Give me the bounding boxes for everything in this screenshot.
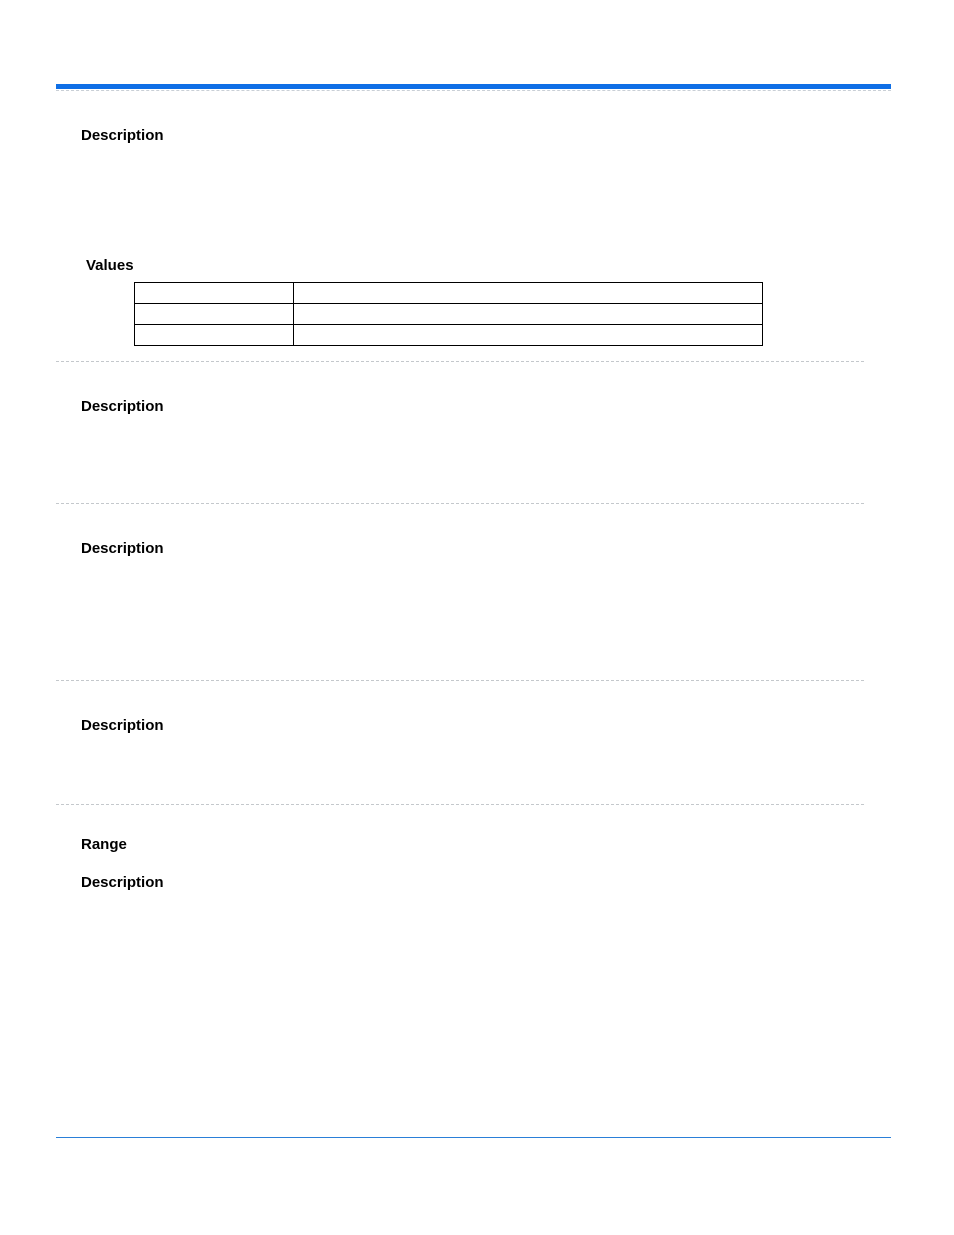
section-4-description-heading: Description [81,717,164,734]
section-divider [56,503,864,504]
values-heading: Values [86,257,134,274]
value-description-cell [294,304,763,325]
section-divider [56,361,864,362]
value-name-cell [135,283,294,304]
section-3-description-heading: Description [81,540,164,557]
header-accent-bar [56,84,891,89]
values-table [134,282,763,346]
section-divider [56,680,864,681]
section-2-description-heading: Description [81,398,164,415]
table-row [135,283,763,304]
value-name-cell [135,304,294,325]
value-description-cell [294,325,763,346]
table-row [135,304,763,325]
table-row [135,325,763,346]
section-divider [56,804,864,805]
value-description-cell [294,283,763,304]
section-1-description-heading: Description [81,127,164,144]
value-name-cell [135,325,294,346]
header-dashed-rule [56,90,891,91]
range-heading: Range [81,836,127,853]
footer-rule [56,1137,891,1138]
section-5-description-heading: Description [81,874,164,891]
